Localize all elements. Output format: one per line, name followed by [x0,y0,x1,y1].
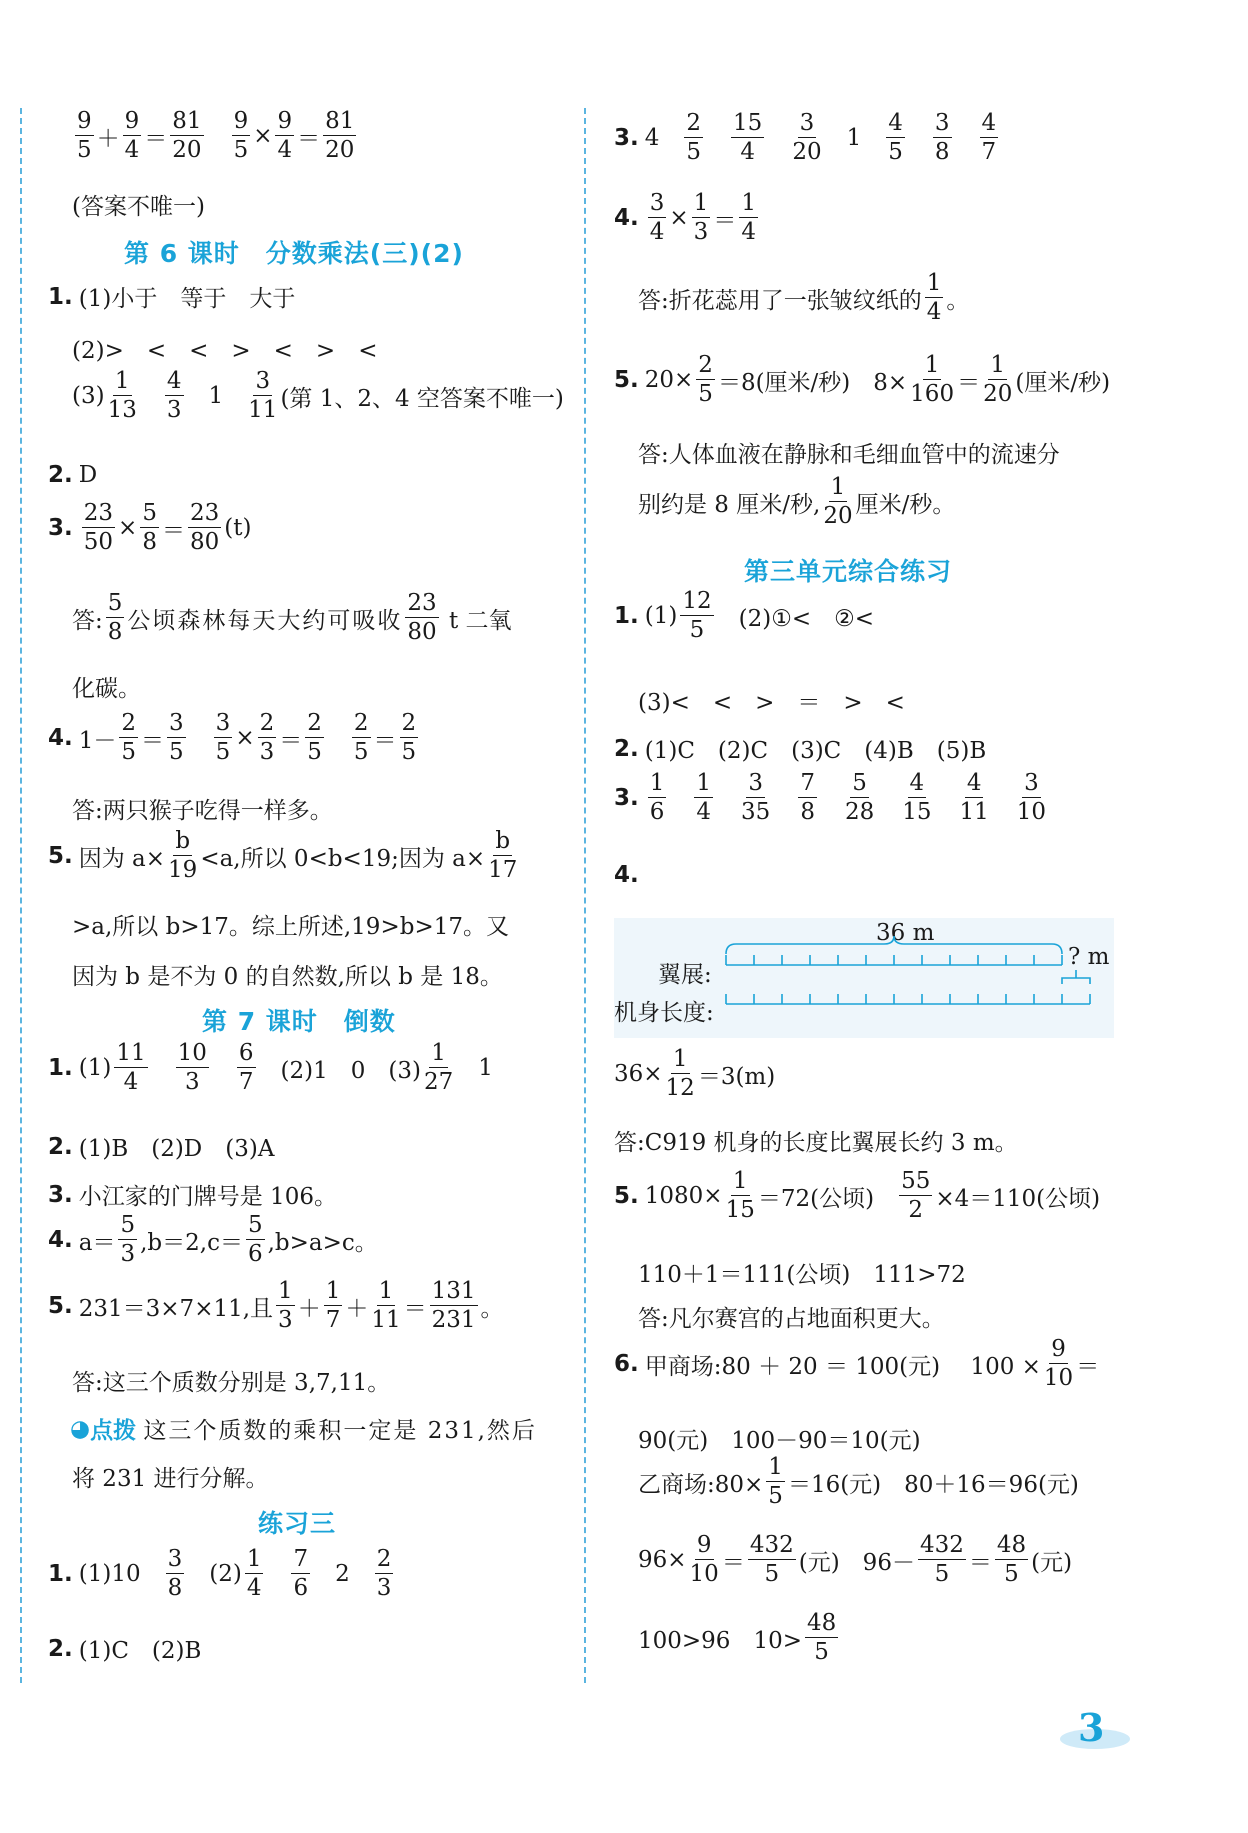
u2-line: 2. (1)C (2)C (3)C (4)B (5)B [614,735,987,764]
diagram-top-label: 36 m [876,920,935,946]
q4-answer: 答:两只猴子吃得一样多。 [72,798,333,824]
note-line: (答案不唯一) [72,194,205,220]
u6-line1: 6. 甲商场:80 ＋ 20 ＝ 100(元) 100 × $\frac{9}{10}$ ＝ [614,1336,1100,1391]
s4-line: 4. 3 4 × 1 3 ＝ 1 4 [614,190,756,245]
q5-line3: 因为 b 是不为 0 的自然数,所以 b 是 18。 [72,964,503,990]
section-heading-lesson7: 第 7 课时 倒数 [202,1007,396,1036]
segment-diagram [614,918,1114,1038]
diagram-row2-label: 机身长度: [614,1000,714,1026]
diagram-row1-label: 翼展: [658,962,712,988]
u6-line5: 100>96 10> 48 5 [638,1610,837,1665]
r5-line: 5. 231＝3×7×11,且 1 3 ＋ 1 7 ＋ 1 11 ＝ 131 231 。 [48,1278,504,1333]
r1-line: 1. (1) 11 4 10 3 6 7 (2)1 0 (3) 1 27 1 [48,1040,493,1095]
left-dashed-divider [20,108,22,1683]
u5-answer: 答:凡尔赛宫的占地面积更大。 [638,1306,945,1332]
q4-line: 4. 1－ 2 5 ＝ 3 5 3 5 × 2 3 ＝ 2 5 2 5 ＝ 2 5 [48,710,417,765]
q2-line: 2. D [48,462,98,488]
q3-answer-line1: 答: 5 8 公顷森林每天大约可吸收 23 80 t 二氧 [72,590,512,645]
q1-line1: 1. (1)小于 等于 大于 [48,283,296,312]
s5-answer-line1: 答:人体血液在静脉和毛细血管中的流速分 [638,442,1060,468]
tip-line2: 将 231 进行分解。 [72,1466,269,1492]
wingspan-brace [726,936,1062,954]
s5-line: 5. 20× $\frac{2}{5}$ ＝8(厘米/秒) 8× $\frac{1}{160}$ ＝ 1 20 (厘米/秒) [614,352,1111,407]
q1-line2: (2)> < < > < > < [72,338,378,364]
s4-answer: 答:折花蕊用了一张皱纹纸的 1 4 。 [638,270,970,325]
p1-line: 1. (1)10 3 8 (2) 1 4 7 6 2 2 3 [48,1546,392,1601]
section-heading-lesson6: 第 6 课时 分数乘法(三)(2) [124,239,464,268]
r2-line: 2. (1)B (2)D (3)A [48,1133,275,1162]
p2-line: 2. (1)C (2)B [48,1635,202,1664]
q5-line2: >a,所以 b>17。综上所述,19>b>17。又 [72,914,509,940]
u6-line3: 乙商场:80× $\frac{1}{5}$ ＝16(元) 80＋16＝96(元) [638,1454,1079,1509]
diagram-question-label: ? m [1068,944,1110,970]
q3-answer-line2: 化碳。 [72,676,141,702]
u1-line2: (3)< < > ＝ > < [638,690,905,716]
r5-answer: 答:这三个质数分别是 3,7,11。 [72,1370,391,1396]
u5-line2: 110＋1＝111(公顷) 111>72 [638,1262,966,1288]
q3-line: 3. 23 50 × 5 8 ＝ 23 80 (t) [48,500,252,555]
u4-calc: 36× $\frac{1}{12}$ ＝3(m) [614,1046,776,1101]
s5-answer-line2: 别约是 8 厘米/秒, 1 20 厘米/秒。 [638,474,956,529]
u3-line: 3. 1 6 1 4 3 35 7 8 5 28 4 15 4 11 3 10 [614,770,1047,825]
q5-line1: 5. 因为 a× $\frac{b}{19}$ <a,所以 0<b<19;因为 a× $\frac{b}{17}$ [48,828,518,883]
center-dashed-divider [584,108,586,1683]
page-number [1060,1705,1130,1753]
u5-line1: 5. 1080× $\frac{1}{15}$ ＝72(公顷) $\frac{55}{2}$ ×4＝110(公顷) [614,1168,1101,1223]
u4-answer: 答:C919 机身的长度比翼展长约 3 m。 [614,1130,1018,1156]
u6-line4: 96× $\frac{9}{10}$ ＝ 432 5 (元) 96－ 432 5 ＝ 48 5 (元) [638,1532,1073,1587]
u4-label: 4. [614,862,639,888]
section-heading-practice3: 练习三 [258,1509,337,1538]
u6-line2: 90(元) 100－90＝10(元) [638,1428,921,1454]
segment-lines [614,918,1114,1038]
answer-line: 9 5 ＋ 9 4 ＝ 81 20 9 5 × 9 4 ＝ 81 20 [77,108,355,163]
u1-line1: 1. (1) 12 5 (2)①< ②< [614,588,874,643]
extra-brace [1062,978,1090,984]
q1-line3: (3) 1 13 4 3 1 3 11 (第 1、2、4 空答案不唯一) [72,368,564,423]
tip-icon: ◕ [70,1415,91,1442]
section-heading-unit3-review: 第三单元综合练习 [744,557,953,586]
tip-line1: ◕ 点拨 这三个质数的乘积一定是 231,然后 [70,1415,537,1444]
page-number-text: 3 [1078,1705,1105,1750]
r3-line: 3. 小江家的门牌号是 106。 [48,1181,337,1210]
s3-line: 3. 4 2 5 15 4 3 20 1 4 5 3 8 4 7 [614,110,997,165]
r4-line: 4. a＝ 5 3 ,b＝2,c＝ 5 6 ,b>a>c。 [48,1212,378,1267]
